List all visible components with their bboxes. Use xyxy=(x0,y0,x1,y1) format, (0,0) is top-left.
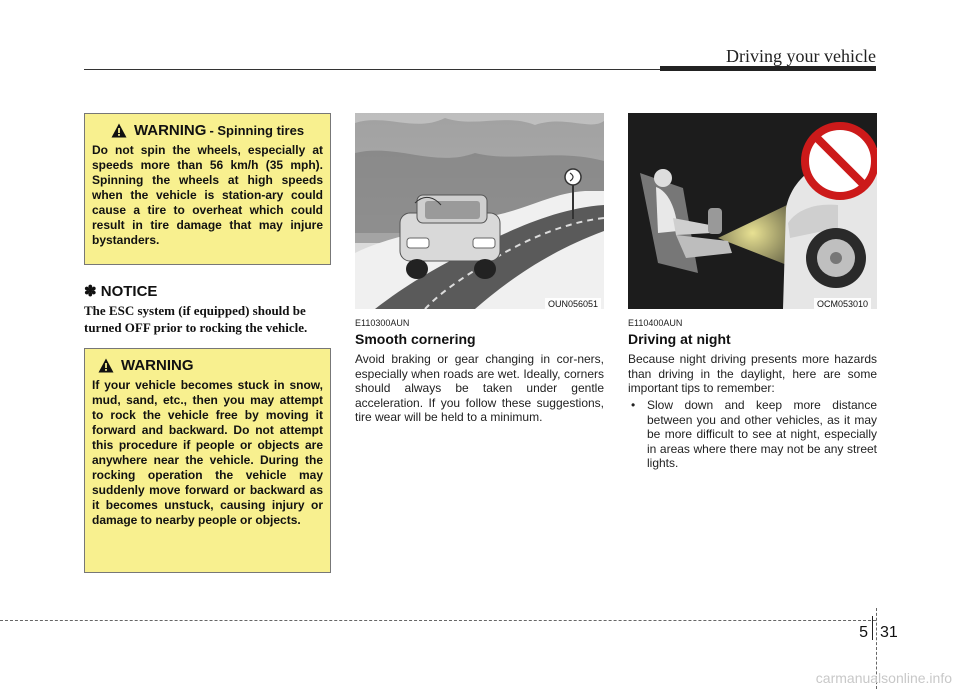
image-code-night: OCM053010 xyxy=(814,298,871,310)
notice-body: The ESC system (if equipped) should be turned OFF prior to rocking the vehicle. xyxy=(84,303,308,335)
paragraph-cornering: Avoid braking or gear changing in cor-ners, especially when roads are wet. Ideally, corners should always be taken under gentle acceleration. If you follow these suggestions, tire wear will be held to a minimum. xyxy=(355,352,604,425)
footer-chapter-number: 5 xyxy=(859,624,868,641)
section-header-title: Driving your vehicle xyxy=(726,46,876,66)
warning-heading xyxy=(92,122,323,139)
notice-title: ✽ NOTICE xyxy=(84,283,158,300)
section-title-cornering: Smooth cornering xyxy=(355,331,476,347)
bullet-text: Slow down and keep more distance between you and other vehicles, as it may be more difficult to see at night, especially in areas where there may not be any street lights. xyxy=(647,398,877,471)
watermark-text: carmanualsonline.info xyxy=(815,670,952,686)
section-title-night: Driving at night xyxy=(628,331,731,347)
warning-box-rocking xyxy=(84,348,331,573)
footer-page-divider xyxy=(872,616,873,640)
image-code-cornering: OUN056051 xyxy=(545,298,601,310)
paragraph-night: Because night driving presents more hazards than driving in the daylight, here are some important tips to remember: xyxy=(628,352,877,396)
warning-triangle-icon xyxy=(111,123,127,138)
bullet-dot-icon: • xyxy=(631,398,636,412)
warning-subheading: - Spinning tires xyxy=(209,123,305,138)
list-item xyxy=(628,398,877,471)
footer-dashed-line xyxy=(0,620,876,621)
header-rule-thin xyxy=(84,69,660,70)
photo-night-driving xyxy=(628,113,877,309)
header-rule-thick xyxy=(660,66,876,71)
photo-smooth-cornering xyxy=(355,113,604,309)
warning-box-spinning-tires xyxy=(84,113,331,265)
warning-body-rocking: If your vehicle becomes stuck in snow, mud, sand, etc., then you may attempt to rock the vehicle free by moving it forward and backward. Do not attempt this procedure if people or objects are anywhere near the vehicle. During the rocking operation the vehicle may suddenly move forward or backward as it becomes unstuck, causing injury or damage to nearby people or objects. xyxy=(92,378,323,527)
section-code-night: E110400AUN xyxy=(628,318,683,328)
footer-page-number: 31 xyxy=(880,624,898,641)
warning-heading xyxy=(92,357,323,374)
night-driving-illustration xyxy=(628,113,877,309)
section-code-cornering: E110300AUN xyxy=(355,318,410,328)
car-on-curve-illustration xyxy=(355,113,604,309)
warning-heading-label: WARNING xyxy=(133,122,207,139)
warning-body-spinning: Do not spin the wheels, especially at speeds more than 56 km/h (35 mph). Spinning the wheels at high speeds when the vehicle is station-ary could cause a tire to overheat which could result in tire damage that may injure bystanders. xyxy=(92,143,323,247)
warning-triangle-icon xyxy=(98,358,114,373)
warning-heading-label: WARNING xyxy=(121,357,194,374)
